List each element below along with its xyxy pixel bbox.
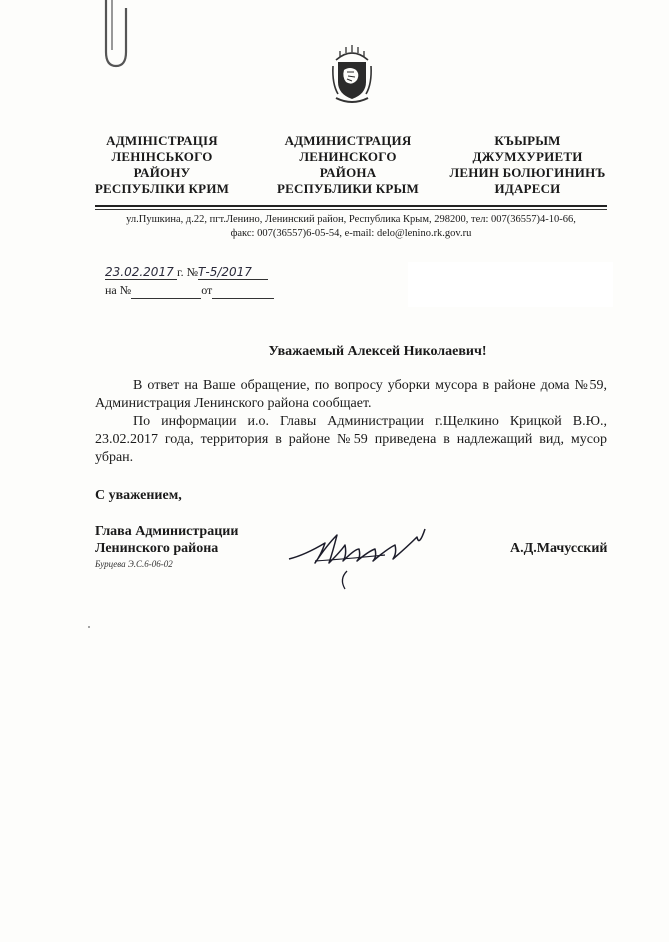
header-crh-line: КЪЫРЫМ <box>494 133 561 148</box>
header-ru-line: РЕСПУБЛИКИ КРЫМ <box>277 181 419 196</box>
from-date-blank <box>212 283 274 299</box>
registration-date: 23.02.2017 <box>105 265 177 280</box>
signatory-title: Глава Администрации <box>95 524 239 539</box>
header-ru-line: РАЙОНА <box>319 165 377 180</box>
in-reply-number-blank <box>131 283 201 299</box>
handwritten-signature <box>285 515 445 595</box>
outgoing-registration <box>105 265 268 280</box>
paper-clip-icon <box>98 0 138 70</box>
header-ua-line: РЕСПУБЛІКИ КРИМ <box>94 181 230 196</box>
executor-note: Бурцева Э.С.6-06-02 <box>95 559 173 569</box>
greeting: Уважаемый Алексей Николаевич! <box>268 344 487 359</box>
header-ua-line: РАЙОНУ <box>133 165 191 180</box>
contact-fax-email: факс: 007(36557)6-05-54, e-mail: delo@lenino.rk.gov.ru <box>230 228 472 239</box>
header-ukrainian <box>88 133 236 197</box>
body-paragraph: По информации и.о. Главы Администрации г.Щелкино Крицкой В.Ю., 23.02.2017 года, территория в районе №59 приведена в надлежащий вид, мусор убран. <box>95 414 607 465</box>
signatory-title: Ленинского района <box>95 541 219 556</box>
incoming-reference <box>105 283 274 299</box>
header-crh-line: ЛЕНИН БОЛЮГИНИНЪ <box>449 165 606 180</box>
body-paragraph: В ответ на Ваше обращение, по вопросу уборки мусора в районе дома №59, Администрация Ленинского района сообщает. <box>95 378 607 411</box>
header-divider-thin <box>95 209 607 210</box>
header-ua-line: ЛЕНІНСЬКОГО <box>111 149 213 164</box>
contact-address: ул.Пушкина, д.22, пгт.Ленино, Ленинский район, Республика Крым, 298200, тел: 007(36557)4-10-66, <box>126 214 576 225</box>
crimea-coat-of-arms-icon <box>330 44 374 106</box>
header-ru-line: АДМИНИСТРАЦИЯ <box>284 133 412 148</box>
header-divider <box>95 205 607 207</box>
header-ru-line: ЛЕНИНСКОГО <box>299 149 397 164</box>
registration-number: Т-5/2017 <box>198 265 268 280</box>
header-ua-line: АДМІНІСТРАЦІЯ <box>106 133 218 148</box>
from-label: от <box>201 283 213 297</box>
redacted-recipient <box>408 262 613 307</box>
header-russian <box>272 133 424 197</box>
registration-number-label: г. № <box>177 265 199 279</box>
in-reply-label: на № <box>105 283 132 297</box>
header-crimean-tatar <box>445 133 610 197</box>
header-crh-line: ИДАРЕСИ <box>494 181 561 196</box>
closing: С уважением, <box>95 488 182 503</box>
signer-name: А.Д.Мачусский <box>510 541 608 556</box>
header-crh-line: ДЖУМХУРИЕТИ <box>472 149 583 164</box>
scan-speck <box>88 626 90 628</box>
